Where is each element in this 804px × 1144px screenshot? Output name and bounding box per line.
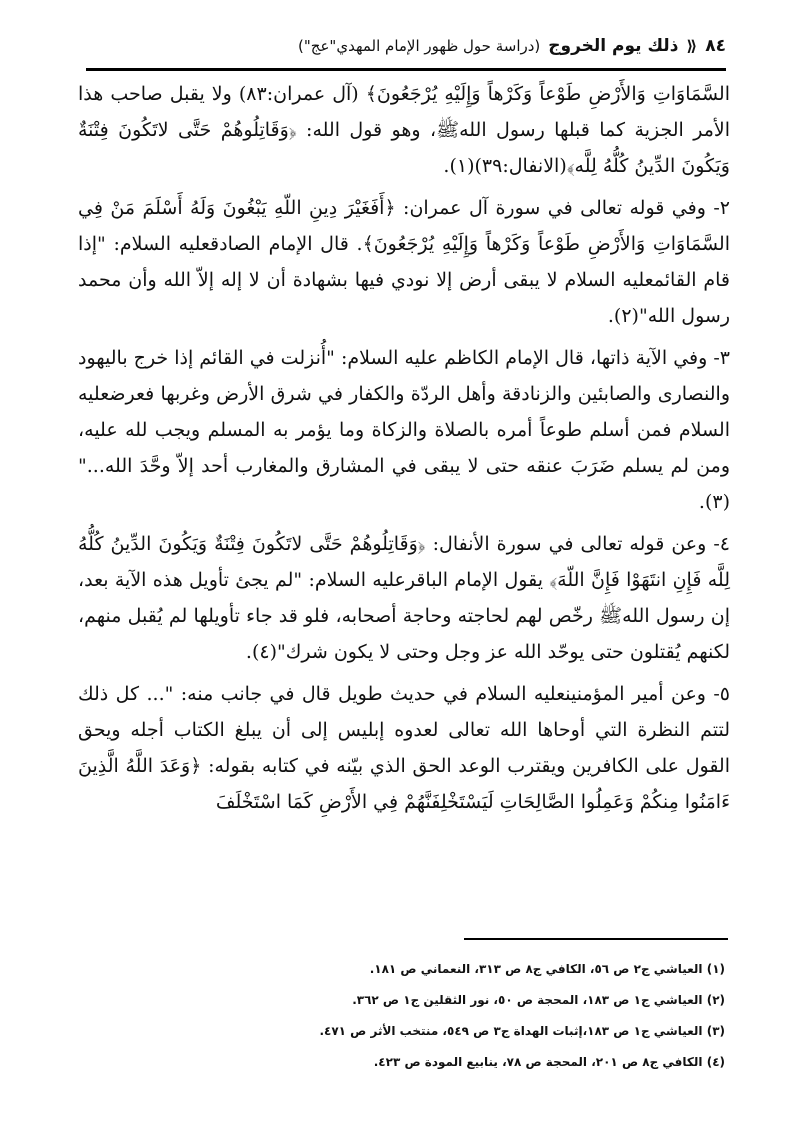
running-header xyxy=(86,26,726,66)
footnote: (٤) الكافي ج٨ ص ٢٠١، المحجة ص ٧٨، ينابيع المودة ص ٤٢٣. xyxy=(373,1055,725,1069)
footnote: (٣) العياشي ج١ ص ١٨٣،إثبات الهداة ج٣ ص ٥٤٩، منتخب الأثر ص ٤٧١. xyxy=(319,1024,725,1038)
header-divider xyxy=(86,68,726,71)
footnote: (٢) العياشي ج١ ص ١٨٣، المحجة ص ٥٠، نور الثقلين ج١ ص ٣٦٢. xyxy=(352,993,725,1007)
book-title: ذلك يوم الخروج xyxy=(548,36,679,56)
paragraph: ٥- وعن أمير المؤمنينعليه السلام في حديث طويل قال في جانب منه: "... كل ذلك لتتم النظرة التي أوحاها الله تعالى لعدوه إبليس إلى أن يبلغ الكتاب أجله ويحق القول على الكافرين ويقترب الوعد الحق الذي بيّنه في كتابه بقوله: ﴿وَعَدَ اللَّهُ الَّذِينَ ءَامَنُوا مِنكُمْ وَعَمِلُوا الصَّالِحَاتِ لَيَسْتَخْلِفَنَّهُمْ فِي الأَرْضِ كَمَا اسْتَخْلَفَ xyxy=(78,683,730,813)
book-subtitle: (دراسة حول ظهور الإمام المهدي"عج") xyxy=(298,37,541,55)
page-number: ٨٤ xyxy=(705,36,726,56)
footnote: (١) العياشي ج٢ ص ٥٦، الكافي ج٨ ص ٣١٣، النعماني ص ١٨١. xyxy=(369,962,725,976)
paragraph: ٣- وفي الآية ذاتها، قال الإمام الكاظم عليه السلام: "أُنزلت في القائم إذا خرج باليهود والنصارى والصابئين والزنادقة وأهل الردّة والكفار في شرق الأرض وغربها فعرضعليه السلام فمن أسلم طوعاً أمره بالصلاة والزكاة وما يؤمر به المسلم ويجب لله عليه، ومن لم يسلم ضَرَبَ عنقه حتى لا يبقى في المشارق والمغارب أحد إلاّ وحَّدَ الله..."(٣). xyxy=(78,347,730,513)
footnote-divider xyxy=(464,938,728,940)
paragraph: السَّمَاوَاتِ وَالأَرْضِ طَوْعاً وَكَرْهاً وَإِلَيْهِ يُرْجَعُونَ﴾ (آل عمران:٨٣) ولا يقبل صاحب هذا الأمر الجزية كما قبلها رسول اللهﷺ، وهو قول الله: ﴿وَقَاتِلُوهُمْ حَتَّى لاتَكُونَ فِتْنَةٌ وَيَكُونَ الدِّينُ كُلُّهُ لِلَّه﴾(الانفال:٣٩)(١). xyxy=(78,83,730,177)
paragraph: ٤- وعن قوله تعالى في سورة الأنفال: ﴿وَقَاتِلُوهُمْ حَتَّى لاتَكُونَ فِتْنَةٌ وَيَكُونَ الدِّينُ كُلُّهُ لِلَّه فَإِنِ انتَهَوْا فَإِنَّ اللّهَ﴾ يقول الإمام الباقرعليه السلام: "لم يجئ تأويل هذه الآية بعد، إن رسول اللهﷺ رخّص لهم لحاجته وحاجة أصحابه، فلو قد جاء تأويلها لم يُقبل منهم، لكنهم يُقتلون حتى يوحّد الله عز وجل وحتى لا يكون شرك"(٤). xyxy=(78,533,730,663)
paragraph: ٢- وفي قوله تعالى في سورة آل عمران: ﴿أَفَغَيْرَ دِينِ اللّهِ يَبْغُونَ وَلَهُ أَسْلَمَ مَنْ فِي السَّمَاوَاتِ وَالأَرْضِ طَوْعاً وَكَرْهاً وَإِلَيْهِ يُرْجَعُونَ﴾. قال الإمام الصادقعليه السلام: "إذا قام القائمعليه السلام لا يبقى أرض إلا نودي فيها بشهادة أن لا إله إلاّ الله وأن محمد رسول الله"(٢). xyxy=(78,197,730,327)
arrow-left-icon: ⟪ xyxy=(686,37,698,55)
main-text xyxy=(78,76,730,896)
footnotes xyxy=(80,954,725,1078)
